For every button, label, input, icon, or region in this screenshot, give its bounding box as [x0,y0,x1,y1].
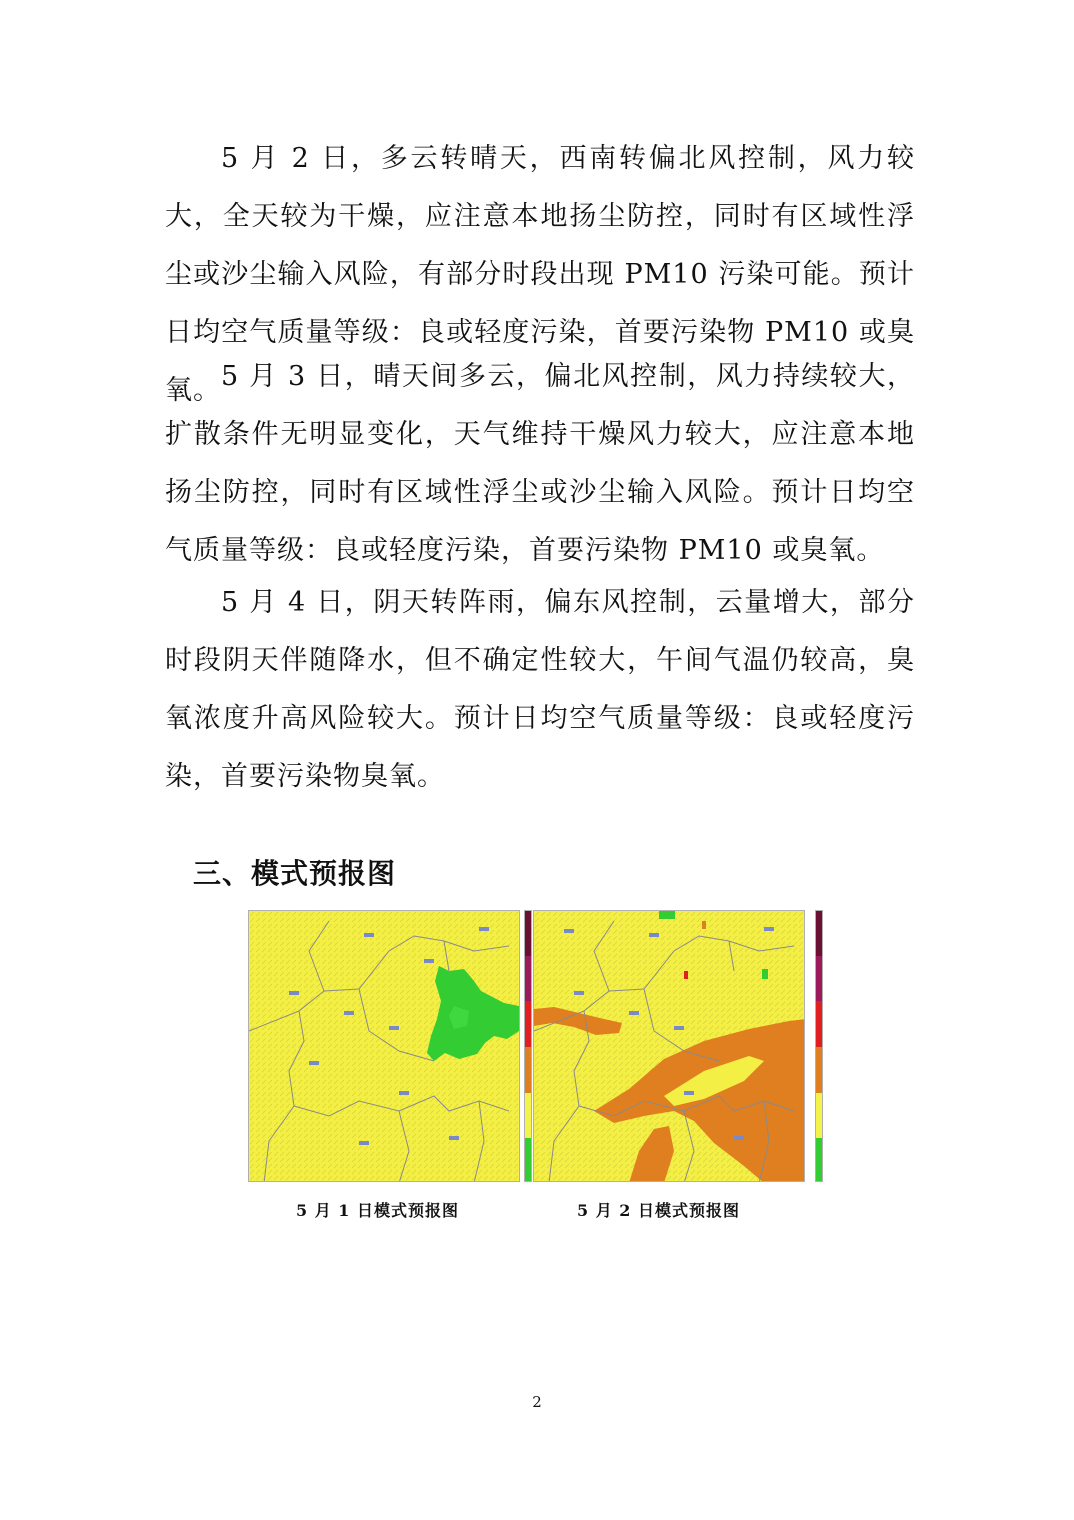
aqi-legend-bar-may-2 [815,910,823,1182]
page-number: 2 [532,1393,542,1411]
legend-light [525,1047,531,1093]
map-image-may-1 [248,910,520,1182]
legend-good [525,1138,531,1182]
section-heading-model-forecast: 三、模式预报图 [193,857,397,890]
legend-severe [816,911,822,956]
legend-light [816,1047,822,1093]
legend-good [816,1138,822,1182]
legend-heavy [816,956,822,1001]
paragraph-may-3: 5 月 3 日，晴天间多云，偏北风控制，风力持续较大，扩散条件无明显变化，天气维持干燥风力较大，应注意本地扬尘防控，同时有区域性浮尘或沙尘输入风险。预计日均空气质量等级：良或轻度污染，首要污染物 PM10 或臭氧。 [165,361,915,566]
legend-moderate [816,1093,822,1138]
legend-moderate [525,1093,531,1138]
map-image-may-2 [533,910,805,1182]
forecast-map-may-2 [533,910,823,1182]
legend-medium [525,1001,531,1047]
figure-caption-may-1: 5 月 1 日模式预报图 [296,1201,459,1220]
forecast-map-may-1 [248,910,532,1182]
legend-severe [525,911,531,956]
figure-caption-may-2: 5 月 2 日模式预报图 [577,1201,740,1220]
paragraph-may-2: 5 月 2 日，多云转晴天，西南转偏北风控制，风力较大，全天较为干燥，应注意本地扬尘防控，同时有区域性浮尘或沙尘输入风险，有部分时段出现 PM10 污染可能。预计日均空气质量等级：良或轻度污染，首要污染物 PM10 或臭氧。 [165,143,915,406]
aqi-legend-bar-may-1 [524,910,532,1182]
paragraph-may-4: 5 月 4 日，阴天转阵雨，偏东风控制，云量增大，部分时段阴天伴随降水，但不确定性较大，午间气温仍较高，臭氧浓度升高风险较大。预计日均空气质量等级：良或轻度污染，首要污染物臭氧。 [165,587,915,792]
legend-heavy [525,956,531,1001]
legend-medium [816,1001,822,1047]
